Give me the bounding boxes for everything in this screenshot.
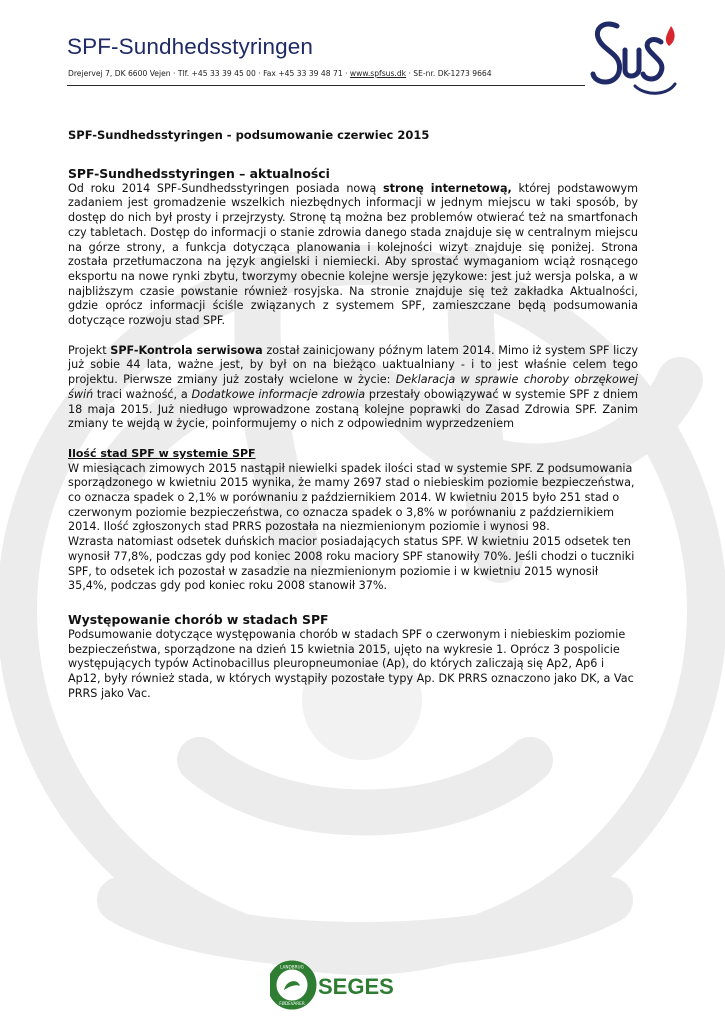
text-run: której podstawowym zadaniem jest gromadzenie wszelkich niezbędnych informacji w jednym miejscu w taki sposób, by dostęp do nich był prosty i przejrzysty. Stronę tą można bez problemów otwierać też na smartfonach czy tabletach. Dostęp do informacji o stanie zdrowia danego stada znajduje się w centralnym miejscu na górze strony, a funkcja dotycząca planowania i kolejności wizyt znajduje się poniżej. Strona została przetłumaczona na język angielski i niemiecki. Aby sprostać wymaganiom wciąż rosnącego eksportu na nowe rynki zbytu, tworzymy obecnie kolejne wersje językowe: jest już wersja polska, a w najbliższym czasie powstanie również rosyjska. Na stronie znajduje się też zakładka Aktualności, gdzie oprócz informacji ściśle związanych z systemem SPF, zamieszczane będą podsumowania dotyczące rozwoju stad SPF.: [68, 181, 638, 328]
seges-logo-icon: [270, 960, 440, 1010]
website-link[interactable]: www.spfsus.dk: [349, 69, 407, 78]
paragraph-project: [68, 344, 638, 432]
paragraph-sow-share: Wzrasta natomiast odsetek duńskich macior posiadających status SPF. W kwietniu 2015 odsetek ten wynosił 77,8%, podczas gdy pod koniec 2008 roku maciory SPF stanowiły 70%. Jeśli chodzi o tuczniki SPF, to odsetek ich pozostał w zasadzie na niezmienionym poziomie i w kwietniu 2015 wynosił 35,4%, podczas gdy pod koniec roku 2008 stanowił 37%.: [68, 535, 635, 593]
document-body: [68, 128, 638, 702]
paragraph-herd-count: W miesiącach zimowych 2015 nastąpił niewielki spadek ilości stad w systemie SPF. Z podsumowania sporządzonego w kwietniu 2015 wynika, że mamy 2697 stad o niebieskim poziomie bezpieczeństwa, co oznacza spadek o 2,1% w porównaniu z październikiem 2014. W kwietniu 2015 było 251 stad o czerwonym poziomie bezpieczeństwa, co oznacza spadek o 3,8% w porównaniu z październikiem 2014. Ilość zgłoszonych stad PRRS pozostała na niezmienionym poziomie i wynosi 98.: [68, 461, 635, 534]
seal-bottom-text: FØDEVARER: [279, 1001, 305, 1006]
italic-text: Deklaracja w sprawie choroby obrzękowej świń: [68, 373, 638, 401]
text-run: został zainicjowany późnym latem 2014. Mimo iż system SPF liczy już sobie 44 lata, ważne jest, by był on na bieżąco uaktualniany - i to jest właśnie celem tego projektu. Pierwsze zmiany już zostały wcielone w życie:: [68, 343, 638, 387]
organization-name: SPF-Sundhedsstyringen: [67, 34, 313, 59]
header-divider: [67, 85, 585, 86]
text-run: Projekt: [68, 343, 111, 357]
document-title: SPF-Sundhedsstyringen - podsumowanie czerwiec 2015: [68, 128, 430, 142]
vat-number: · SE-nr. DK-1273 9664: [406, 69, 492, 78]
paragraph-website: [68, 182, 638, 329]
address-text: Drejervej 7, DK 6600 Vejen · Tlf. +45 33 39 45 00 · Fax +45 33 39 48 71 ·: [68, 69, 350, 78]
section-heading-herd-count: Ilość stad SPF w systemie SPF: [68, 446, 256, 460]
sus-logo-icon: [587, 12, 682, 100]
italic-text: Dodatkowe informacje zdrowia: [191, 387, 366, 401]
contact-line: [68, 69, 492, 78]
seges-brand-text: SEGES: [318, 974, 394, 999]
bold-text: stronę internetową,: [382, 181, 512, 195]
seal-top-text: LANDBRUG: [280, 964, 304, 970]
paragraph-diseases: Podsumowanie dotyczące występowania chorób w stadach SPF o czerwonym i niebieskim poziomie bezpieczeństwa, sporządzone na dzień 15 kwietnia 2015, ujęto na wykresie 1. Oprócz 3 pospolicie występujących typów Actinobacillus pleuropneumoniae (Ap), do których zaliczają się Ap2, Ap6 i Ap12, były również stada, w których wystąpiły pozostałe typy Ap. DK PRRS oznaczono jako DK, a Vac PRRS jako Vac.: [68, 627, 634, 700]
text-run: Od roku 2014 SPF-Sundhedsstyringen posiada nową: [68, 181, 383, 195]
text-run: traci ważność, a: [93, 387, 192, 401]
section-heading-diseases: Występowanie chorób w stadach SPF: [68, 611, 329, 627]
section-heading-news: SPF-Sundhedsstyringen – aktualności: [68, 165, 330, 181]
bold-text: SPF-Kontrola serwisowa: [110, 343, 263, 357]
text-run: przestały obowiązywać w systemie SPF z dniem 18 maja 2015. Już niedługo wprowadzone zostaną kolejne poprawki do Zasad Zdrowia SPF. Zanim zmiany te wejdą w życie, poinformujemy o nich z odpowiednim wyprzedzeniem: [68, 387, 638, 431]
